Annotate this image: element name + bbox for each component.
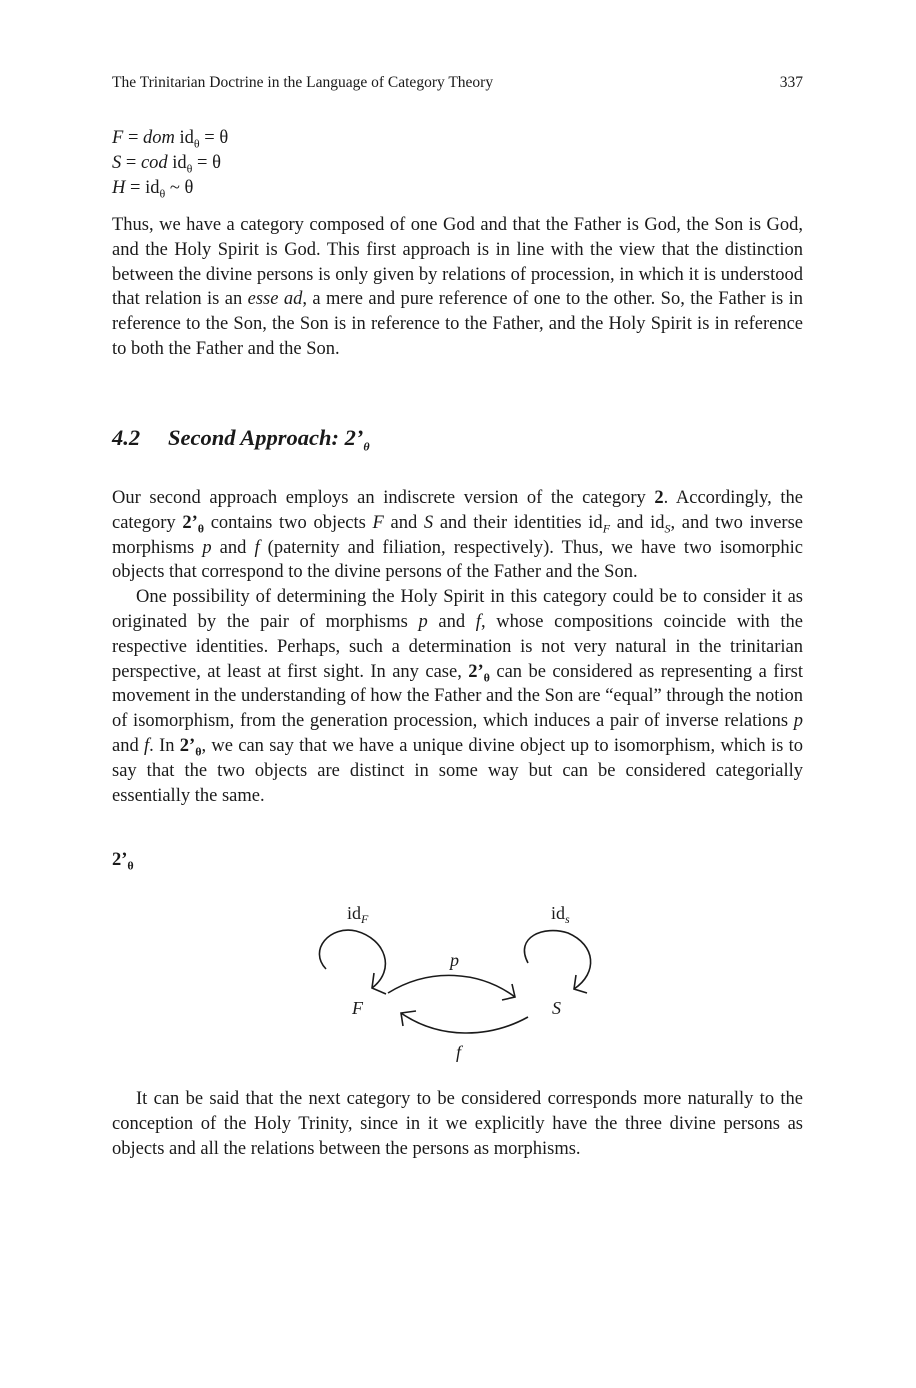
paragraph-next-category: It can be said that the next category to be considered corresponds more naturally to the conception of the Holy Trinity, since in it we explicitly have the three divine persons as objects and all the relations between the persons as morphisms. <box>112 1089 803 1159</box>
label-idF: $id_F$ <box>347 903 369 926</box>
label-idS: $id_s$ <box>551 903 570 926</box>
running-head-title: The Trinitarian Doctrine in the Language of Category Theory <box>112 74 494 91</box>
equation-father: F = dom $id_\theta = \theta$ <box>112 128 229 151</box>
label-f: f <box>456 1042 462 1062</box>
label-F: F <box>352 998 363 1018</box>
label-p: p <box>450 950 459 970</box>
identity-loop-F <box>319 930 385 988</box>
identity-loop-F-arrowhead <box>372 973 386 994</box>
paragraphs-second-approach <box>112 486 803 808</box>
label-S: S <box>552 998 561 1018</box>
section-number: 4.2 <box>112 425 141 450</box>
paragraph-indiscrete-category: Our second approach employs an indiscrete version of the category 2. Accordingly, the category $2’_\theta$ contains two objects F and S and their identities $id_F$ and $id_S$, and two inverse morphisms p and f (paternity and filiation, respectively). Thus, we have two isomorphic objects that correspond to the divine persons of the Father and the Son. <box>112 488 804 583</box>
category-label: $2’_\theta$ <box>112 850 134 873</box>
equation-son: S = cod $id_\theta = \theta$ <box>112 153 221 176</box>
category-diagram <box>300 895 620 1075</box>
equation-block <box>112 126 228 201</box>
paragraph-first-approach: Thus, we have a category composed of one God and that the Father is God, the Son is God, and the Holy Spirit is God. This first approach is in line with the view that the distinction between the divine persons is only given by relations of procession, in which it is understood that relation is an esse ad, a mere and pure reference of one to the other. So, the Father is in reference to the Son, the Son is in reference to the Father, and the Holy Spirit is in reference to both the Father and the Son. <box>112 215 804 359</box>
paragraph-holy-spirit: One possibility of determining the Holy Spirit in this category could be to consider it as originated by the pair of morphisms p and f, whose compositions coincide with the respective identities. Perhaps, such a determination is not very natural in the trinitarian perspective, at least at first sight. In any case, $2’_\theta$ can be considered as representing a first movement in the understanding of how the Father and the Son are “equal” through the notion of isomorphism, from the generation procession, which induces a pair of inverse relations p and f. In $2’_\theta$, we can say that we have a unique divine object up to isomorphism, which is to say that the two objects are distinct in some way but can be considered categorially essentially the same. <box>112 587 804 806</box>
morphism-p-arrow <box>388 975 515 997</box>
section-heading: 4.2 Second Approach: $2’_\theta$ <box>112 425 370 454</box>
morphism-f-arrow <box>401 1013 528 1033</box>
identity-loop-S <box>524 931 590 989</box>
running-head <box>112 74 803 92</box>
section-title: Second Approach: 2’ <box>168 425 364 450</box>
page-number: 337 <box>779 74 803 91</box>
equation-holy-spirit: $H = id_\theta$ ~ θ <box>112 178 194 201</box>
